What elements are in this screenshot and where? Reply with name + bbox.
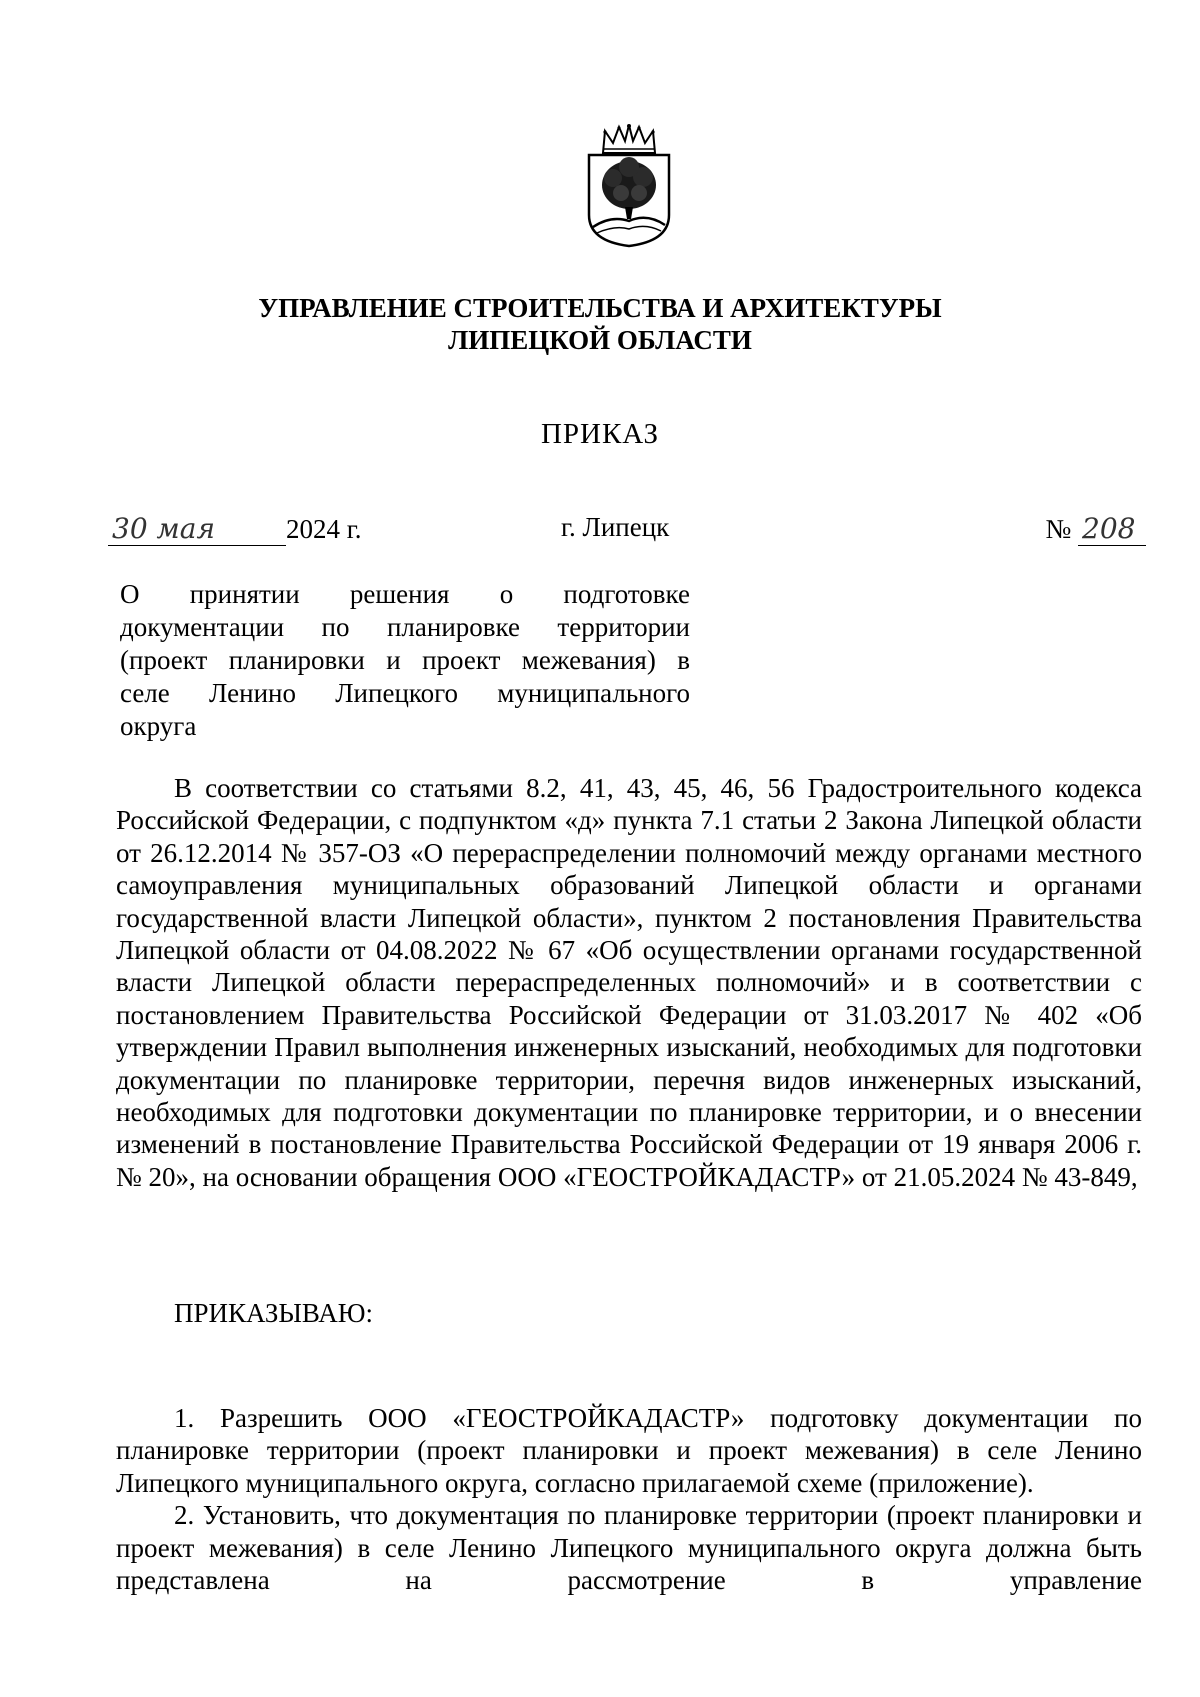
order-item-2: 2. Установить, что документация по планировке территории (проект планировки и проект межевания) в селе Ленино Липецкого муниципального округа должна быть представлена на рассмотрение в управление: [116, 1500, 1142, 1596]
document-city: г. Липецк: [561, 512, 670, 542]
subject-line: округа: [120, 711, 197, 741]
organization-title-line-1: УПРАВЛЕНИЕ СТРОИТЕЛЬСТВА И АРХИТЕКТУРЫ: [258, 293, 942, 323]
order-items: [116, 1402, 1142, 1596]
handwritten-number: 208: [1078, 512, 1146, 546]
preamble-paragraph: В соответствии со статьями 8.2, 41, 43, 45, 46, 56 Градостроительного кодекса Российской Федерации, с подпунктом «д» пункта 7.1 статьи 2 Закона Липецкой области от 26.12.2014 № 357-ОЗ «О перераспределении полномочий между органами местного самоуправления муниципальных образований Липецкой области и органами государственной власти Липецкой области», пунктом 2 постановления Правительства Липецкой области от 04.08.2022 № 67 «Об осуществлении органами государственной власти Липецкой области перераспределенных полномочий» и в соответствии с постановлением Правительства Российской Федерации от 31.03.2017 № 402 «Об утверждении Правил выполнения инженерных изысканий, необходимых для подготовки документации по планировке территории, перечня видов инженерных изысканий, необходимых для подготовки документации по планировке территории, и о внесении изменений в постановление Правительства Российской Федерации от 19 января 2006 г. № 20», на основании обращения ООО «ГЕОСТРОЙКАДАСТР» от 21.05.2024 № 43-849,: [116, 773, 1142, 1192]
document-year: 2024 г.: [286, 514, 362, 544]
subject-line: селе Ленино Липецкого муниципального: [120, 678, 690, 708]
subject-line: О принятии решения о подготовке: [120, 579, 690, 609]
coat-of-arms-icon: [581, 123, 677, 248]
subject-line: документации по планировке территории: [120, 612, 690, 642]
document-subject: [120, 578, 690, 743]
handwritten-date: 30 мая: [108, 512, 286, 546]
document-details-row: [0, 512, 1200, 552]
order-word: ПРИКАЗЫВАЮ:: [174, 1298, 373, 1328]
document-date: [108, 512, 362, 546]
document-number: [1045, 512, 1146, 546]
subject-line: (проект планировки и проект межевания) в: [120, 645, 690, 675]
document-type: ПРИКАЗ: [540, 418, 660, 450]
organization-title: [130, 292, 1070, 356]
order-item-1: 1. Разрешить ООО «ГЕОСТРОЙКАДАСТР» подготовку документации по планировке территории (проект планировки и проект межевания) в селе Ленино Липецкого муниципального округа, согласно прилагаемой схеме (приложение).: [116, 1403, 1142, 1498]
organization-title-line-2: ЛИПЕЦКОЙ ОБЛАСТИ: [448, 325, 752, 355]
number-prefix: №: [1045, 514, 1072, 544]
